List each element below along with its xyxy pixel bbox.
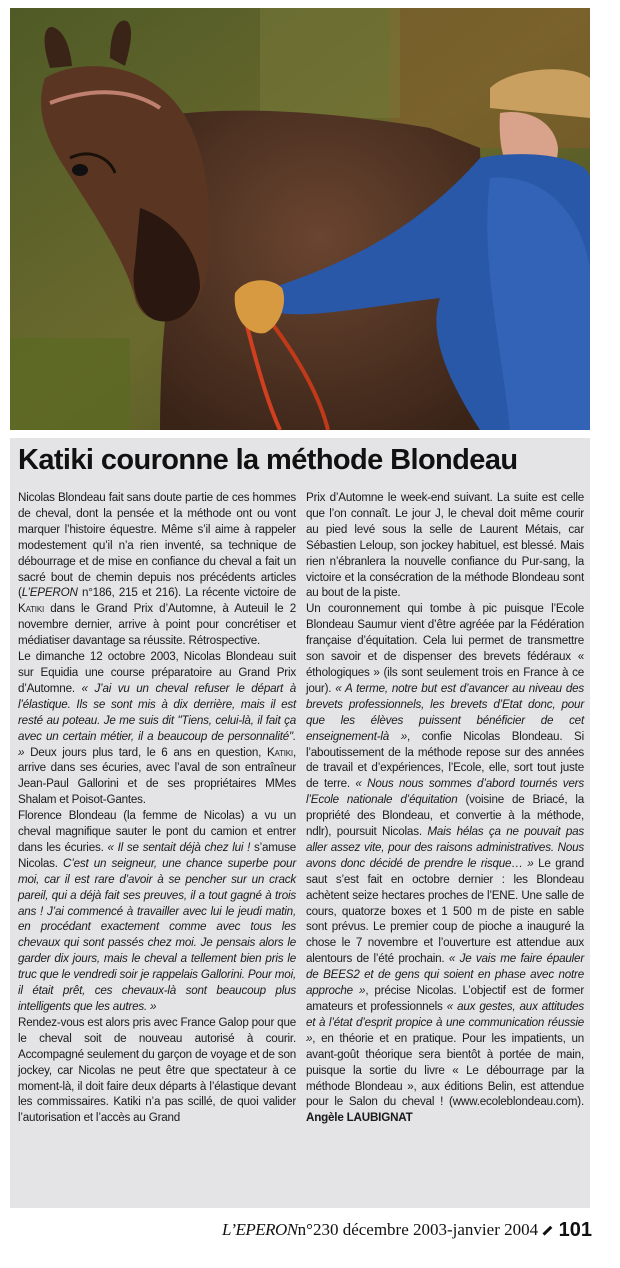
paragraph (306, 601, 584, 1126)
text-run: n°186, 215 et 216). La récente victoire de (77, 586, 296, 600)
text-run: « Nous nous sommes d’abord tournés vers l’Ecole nationale d’équitation (306, 777, 584, 807)
article-photo (10, 8, 590, 430)
text-run: « Je vais me faire épauler de BEES2 et de gens qui soient en phase avec notre approche » (306, 952, 584, 998)
text-run: dans le Grand Prix d’Automne, à Auteuil le 2 novembre dernier, arrive à point pour concrétiser et médiatiser davantage sa réussite. Rétrospective. (18, 602, 296, 648)
paragraph (306, 490, 584, 601)
text-run: C’est un seigneur, une chance superbe pour moi, car il est rare d’avoir à se pencher sur un crack pareil, qui a déjà fait ses preuves, il a tout gagné à trois ans ! J’ai commencé à travailler avec lui le jeudi matin, en procédant exactement comme avec tous les chevaux qui sont passés chez moi. Je pensais alors le garder dix jours, mais le cheval a tellement bien pris le truc que le vendredi soir je rappelais Gallorini. Pour moi, il était prêt, ces chevaux-là sont beaucoup plus intelligents que les autres. » (18, 856, 296, 1013)
text-run: L’EPERON (21, 586, 78, 600)
article-column-left (18, 490, 296, 1126)
page-footer (222, 1214, 592, 1246)
text-run: Rendez-vous est alors pris avec France Galop pour que le cheval soit de nouveau autorisé à courir. Accompagné seulement du garçon de voyage et de son jockey, car Nicolas ne peut être que spectateur à ce moment-là, il doit faire deux départs à l’élastique devant les commissaires. Katiki n’a pas scillé, de quoi valider l’autorisation et l’accès au Grand (18, 1015, 296, 1125)
text-run: (voisine de Briacé, la propriété des Blondeau, et convertie à la méthode, ndlr), poursuit Nicolas. (306, 793, 585, 839)
magazine-name: L’EPERON (222, 1220, 298, 1239)
text-run: Prix d’Automne le week-end suivant. La suite est celle que l’on connaît. Le jour J, le cheval doit même courir au pied levé sous la selle de Laurent Métais, car Sébastien Leloup, son jockey habituel, est blessé. Mais rien n’ébranlera la nouvelle confiance du Pur-sang, la victoire et la consécration de la méthode Blondeau sont au bout de la piste. (306, 491, 584, 600)
text-run: Le grand saut s’est fait en octobre dernier : les Blondeau achètent seize hectares proches de l’ENE. Une salle de cours, quatorze boxes et 1 500 m de piste en sable sont prévus. Le premier coup de pioche a inauguré la chose le 7 novembre et l’ouverture est attendue aux alentours de l’été prochain. (306, 856, 585, 966)
diamond-icon (543, 1225, 553, 1235)
text-run: Florence Blondeau (la femme de Nicolas) a vu un cheval magnifique sauter le pont du camion et entrer dans les écuries. (18, 809, 296, 854)
text-run: « aux gestes, aux attitudes et à l’état d’esprit propice à une communication réussie » (306, 1000, 584, 1045)
article-panel (10, 438, 590, 1208)
text-run: Un couronnement qui tombe à pic puisque l’Ecole Blondeau Saumur vient d’être agréée par la Fédération française d’équitation. Cela lui permet de transmettre son savoir et de dispenser des brevets fédéraux « éthologiques » (ils sont seulement trois en France à ce jour). (306, 602, 584, 695)
text-run: , en théorie et en pratique. Pour les impatients, un avant-goût théorique sera bientôt à portée de main, puisque la sortie du livre « Le débourrage par la méthode Blondeau », aux éditions Belin, est attendue pour le Salon du cheval ! (www.ecoleblondeau.com). (306, 1031, 584, 1109)
text-run: Mais hélas ça ne pouvait pas aller assez vite, pour des raisons administratives. Nous avons donc décidé de prendre le risque… » (306, 825, 584, 870)
article-title: Katiki couronne la méthode Blondeau (18, 444, 518, 476)
text-run: Le dimanche 12 octobre 2003, Nicolas Blondeau suit sur Equidia une course préparatoire au Grand Prix d’Automne. (18, 650, 296, 695)
issue-info: n°230 décembre 2003-janvier 2004 (297, 1220, 539, 1239)
text-run: , précise Nicolas. L’objectif est de former amateurs et professionnels (306, 984, 585, 1013)
paragraph (18, 649, 296, 808)
text-run: « Il se sentait déjà chez lui ! (107, 840, 255, 854)
paragraph (18, 490, 296, 649)
paragraph (18, 808, 296, 1015)
text-run: « J’ai vu un cheval refuser le départ à l’élastique. Ils se sont mis à dix derrière, mais il est resté au poteau. Je me suis dit "Tiens, celui-là, il fait ça avec un certain métier, il a beaucoup de personnalité". » (18, 681, 296, 759)
text-run: « A terme, notre but est d’avancer au niveau des brevets professionnels, les brevets d’Etat donc, pour que les élèves puissent bénéficier de cet enseignement-là » (306, 681, 584, 743)
paragraph (18, 1015, 296, 1126)
text-run: Katiki (18, 602, 44, 616)
author-name: Angèle LAUBIGNAT (306, 1111, 413, 1125)
page-number: 101 (558, 1218, 592, 1241)
horse-and-trainer-photo (10, 8, 590, 430)
text-run: , confie Nicolas Blondeau. Si l’aboutissement de la méthode repose sur des années de travail et d’expériences, l’Ecole, elle, sort tout juste de terre. (306, 729, 584, 791)
text-run: Katiki (266, 745, 293, 759)
text-run: , arrive dans ses écuries, avec l’aval de son entraîneur Jean-Paul Gallorini et de ses propriétaires MMes Shalam et Poisot-Gantes. (18, 745, 296, 807)
article-column-right (306, 490, 584, 1126)
text-run: Deux jours plus tard, le 6 ans en question, (24, 745, 267, 759)
article-body (18, 490, 584, 1126)
text-run: Nicolas Blondeau fait sans doute partie de ces hommes de cheval, dont la pensée et la méthode ont ou vont marquer l’histoire équestre. Même s’il aime à rappeler modestement qu’il n’a rien inventé, sa technique de débourrage et de mise en confiance du cheval a fait un sacré bout de chemin depuis nos précédents articles ( (18, 491, 296, 600)
text-run: s’amuse Nicolas. (18, 840, 296, 870)
